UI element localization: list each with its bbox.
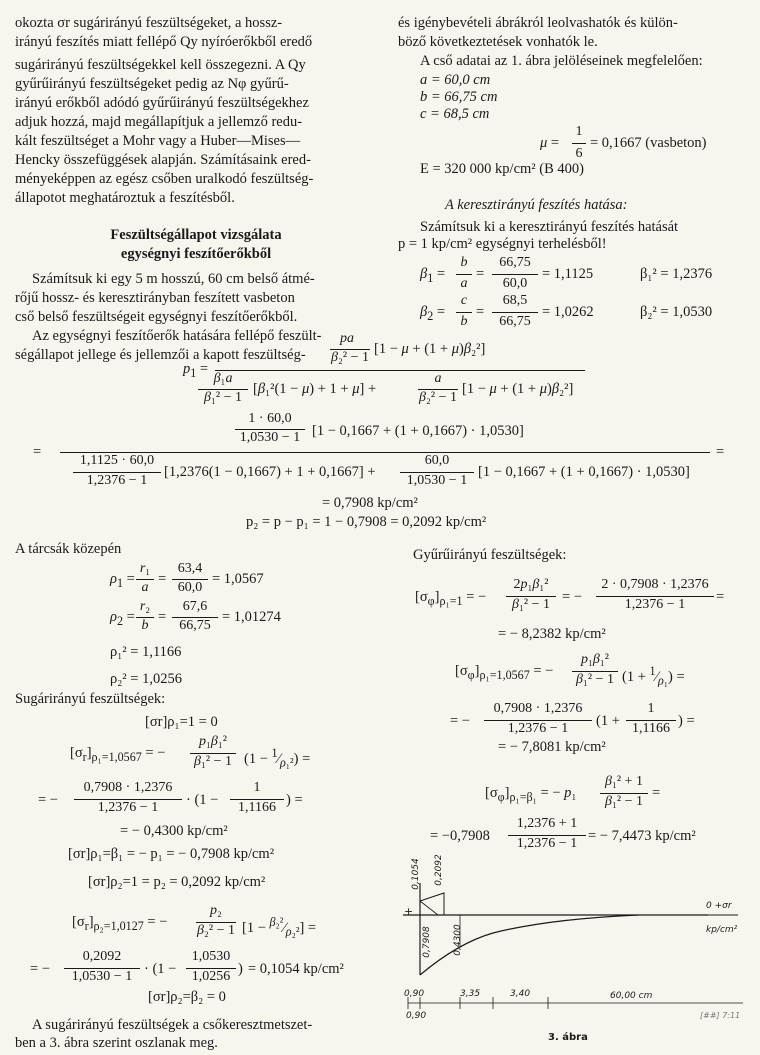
frac-num: 0,2092 [82, 949, 122, 964]
right-para-line: A cső adatai az 1. ábra jelöléseinek megfelelően: [420, 53, 703, 69]
formula-term: [1 − μ + (1 + μ)β₂²] [462, 381, 574, 397]
frac-num: b [460, 255, 468, 270]
frac-num: p₁β₁² [199, 734, 227, 749]
left-para-line: Az egységnyi feszítőerők hatására fellépő feszült- [32, 328, 322, 344]
frac-den: 60,0 [177, 580, 203, 595]
frac-den: 1,0256 [191, 969, 231, 984]
right-para-line: és igénybevételi ábrákról leolvashatók és külön- [398, 15, 678, 31]
frac-den: 1,0530 − 1 [71, 969, 133, 984]
rho1sq: ρ₁² = 1,1166 [110, 644, 182, 660]
frac-num: 67,6 [182, 599, 208, 614]
frac-num: 68,5 [502, 293, 528, 308]
fraction-bar [492, 312, 538, 313]
equals-sign: = − [30, 961, 50, 977]
left-para-line: irányú feszítés miatt fellépő Qy nyíróerőkből eredő [15, 34, 313, 50]
rho2sq: ρ₂² = 1,0256 [110, 671, 182, 687]
frac-num: r₂ [139, 599, 151, 614]
formula-term: = −0,7908 [430, 828, 490, 844]
formula-term: [1 − μ + (1 + μ)β₂²] [374, 341, 486, 357]
frac-den: 1,2376 − 1 [86, 473, 148, 488]
frac-num: β₁a [213, 371, 233, 386]
left-para-line: kált feszültséget a Mohr vagy a Huber—Mises— [15, 133, 301, 149]
sigma-label: $[\sigma_\varphi]_{\rho_1=1}$ = − [415, 589, 487, 608]
fraction-bar [572, 143, 586, 144]
left-para-line: gyűrűirányú feszültségeket pedig az Nφ gyűrű- [15, 76, 289, 92]
dim-label: 60,00 cm [610, 991, 653, 1001]
frac-num: 1 [647, 701, 655, 716]
lower-heading: Gyűrűirányú feszültségek: [413, 547, 567, 563]
beta2-label: $\beta_2$ = [420, 304, 446, 323]
formula-term: (1 + [596, 713, 620, 729]
frac-num: 60,0 [424, 453, 450, 468]
left-para-line: Számítsuk ki egy 5 m hosszú, 60 cm belső átmé- [32, 271, 315, 287]
data-a: a = 60,0 cm [420, 72, 491, 88]
beta1-label: $\beta_1$ = [420, 266, 446, 285]
equals-sign: = [716, 444, 725, 460]
frac-num: 1 [253, 780, 261, 795]
left-para-line: ben a 3. ábra szerint oszlanak meg. [15, 1035, 218, 1051]
formula-term: · (1 − [186, 792, 219, 808]
frac-den: β₁² − 1 [512, 597, 550, 612]
frac-den: b [141, 618, 149, 633]
equals-sign: = [33, 444, 42, 460]
left-para-line: sugárirányú feszültségekkel kell összegezni. A Qy [15, 57, 306, 73]
sigma-eq: [σr]ρ₁=1 = 0 [145, 714, 218, 730]
dim-label: 3,35 [460, 989, 481, 999]
frac-den: β₁² − 1 [605, 794, 643, 809]
frac-den: 66,75 [499, 314, 531, 329]
frac-den: a [141, 580, 149, 595]
frac-den: 1,1166 [238, 800, 276, 815]
equals-sign: = − [450, 713, 470, 729]
p1-result: = 0,7908 kp/cm² [322, 495, 418, 511]
frac-den: 1,1166 [632, 721, 670, 736]
beta2-value: = 1,0262 [542, 304, 594, 320]
sigma-eq: [σr]ρ₁=β₁ = − p₁ = − 0,7908 kp/cm² [68, 846, 275, 862]
equals-sign: = − [562, 589, 582, 605]
left-para-line: cső belső feszültségeit egységnyi feszítőerőkből. [15, 309, 298, 325]
rho1-value: = 1,0567 [212, 571, 264, 587]
sigma-label: $[\sigma_\varphi]_{\rho_1=1,0567}$ = − [455, 663, 554, 682]
dim-label: 0,90 [404, 989, 425, 999]
sigma-result: = − 7,8081 kp/cm² [498, 739, 606, 755]
sigma-result: = − 8,2382 kp/cm² [498, 626, 606, 642]
frac-num: 1,0530 [191, 949, 231, 964]
fraction-bar [456, 274, 472, 275]
figure-3 [398, 855, 753, 1050]
formula-term: ) [238, 961, 243, 977]
hatch [420, 901, 438, 915]
formula-term: [1 − 0,1667 + (1 + 0,1667) · 1,0530] [312, 423, 524, 439]
data-E: E = 320 000 kp/cm² (B 400) [420, 161, 584, 177]
mu-num: 1 [575, 124, 583, 139]
left-para-line: adjuk hozzá, majd megállapítjuk a jellemző redu- [15, 114, 303, 130]
p1-symbol: $p_1$ = [183, 361, 209, 380]
frac-den: b [460, 314, 468, 329]
sigma-label: $[\sigma_\varphi]_{\rho_1=\beta_1}$ = − p₁ [485, 785, 577, 804]
mu-label: μ = [540, 135, 560, 151]
frac-num: 2 · 0,7908 · 1,2376 [601, 577, 709, 592]
right-para-line: böző következtetések vonhatók le. [398, 34, 598, 50]
frac-den: 1,0530 − 1 [239, 430, 301, 445]
sigma-eq: [σr]ρ₂=1 = p₂ = 0,2092 kp/cm² [88, 874, 266, 890]
frac-den: β₂² − 1 [331, 350, 369, 365]
sigma-result: = − 0,4300 kp/cm² [120, 823, 228, 839]
frac-den: 66,75 [179, 618, 211, 633]
fraction-bar [456, 312, 472, 313]
left-para-line: ségállapot jellege és jellemzői a kapott feszültség- [15, 347, 306, 363]
frac-num: β₁² + 1 [605, 774, 643, 789]
label-value: 0,2092 [433, 854, 444, 886]
formula-term: [1 − 0,1667 + (1 + 0,1667) · 1,0530] [478, 464, 690, 480]
frac-num: 1,2376 + 1 [516, 816, 578, 831]
plus-sign: + [404, 905, 414, 918]
frac-num: 2p₁β₁² [513, 577, 549, 592]
sigma-result: = 0,1054 kp/cm² [248, 961, 344, 977]
main-fraction-bar [215, 370, 585, 371]
fraction-bar [492, 274, 538, 275]
equals-sign: = [652, 785, 661, 801]
lower-heading: Sugárirányú feszültségek: [15, 691, 166, 707]
frac-den: a [460, 276, 468, 291]
rho2-value: = 1,01274 [222, 609, 281, 625]
rho2-label: $\rho_2$ = [110, 609, 135, 628]
beta2sq-value: β₂² = 1,0530 [640, 304, 713, 320]
rho1-label: $\rho_1$ = [110, 571, 135, 590]
frac-den: β₂² − 1 [419, 390, 457, 405]
dim-label: 3,40 [510, 989, 531, 999]
formula-term: ) = [286, 792, 303, 808]
mu-den: 6 [575, 146, 583, 161]
frac-den: 1,0530 − 1 [406, 473, 468, 488]
figure-caption: 3. ábra [548, 1032, 588, 1043]
left-para-line: okozta σr sugárirányú feszültségeket, a hossz- [15, 15, 283, 31]
formula-term: [1,2376(1 − 0,1667) + 1 + 0,1667] + [164, 464, 376, 480]
formula-term: $(1 - ^1⁄_{\rho_1^2})$ = [244, 746, 311, 770]
section-heading: Feszültségállapot vizsgálata [110, 227, 282, 243]
frac-den: β₂² − 1 [197, 923, 235, 938]
corner-mark: [##] 7:11 [700, 1011, 741, 1020]
frac-den: 1,2376 − 1 [516, 836, 578, 851]
left-para-line: A sugárirányú feszültségek a csőkeresztmetszet- [32, 1017, 313, 1033]
left-para-line: ményeképpen az egész csőben uralkodó feszültség- [15, 171, 314, 187]
frac-den: 1,2376 − 1 [97, 800, 159, 815]
sigma-label: $[\sigma_r]_{\rho_2=1,0127}$ = − [72, 914, 168, 933]
sigma-result: = − 7,4473 kp/cm² [588, 828, 696, 844]
frac-num: pa [340, 331, 354, 346]
beta1sq-value: β₁² = 1,2376 [640, 266, 713, 282]
section-heading: egységnyi feszítőerőkből [120, 246, 272, 262]
frac-num: a [434, 371, 442, 386]
formula-term: [β₁²(1 − μ) + 1 + μ] + [253, 381, 377, 397]
label-value: 0,7908 [421, 926, 432, 958]
left-para-line: Hencky összefüggések alapján. Számításaink ered- [15, 152, 311, 168]
frac-num: 66,75 [499, 255, 531, 270]
data-b: b = 66,75 cm [420, 89, 498, 105]
sigma-label: $[\sigma_r]_{\rho_1=1,0567}$ = − [70, 745, 166, 764]
frac-den: 1,2376 − 1 [507, 721, 569, 736]
frac-num: c [460, 293, 468, 308]
left-para-line: irányú erőkből adódó gyűrűirányú feszültségekhez [15, 95, 309, 111]
frac-num: 0,7908 · 1,2376 [493, 701, 583, 716]
equals-sign: = − [38, 792, 58, 808]
p2-result: p₂ = p − p₁ = 1 − 0,7908 = 0,2092 kp/cm² [246, 514, 487, 530]
data-c: c = 68,5 cm [420, 106, 490, 122]
frac-num: 1 · 60,0 [248, 411, 292, 426]
formula-term: · (1 − [144, 961, 177, 977]
sigma-eq: [σr]ρ₂=β₂ = 0 [148, 989, 226, 1005]
dim-label: 0,90 [406, 1011, 427, 1021]
left-para-line: rőjű hossz- és keresztirányban feszített vasbeton [15, 290, 295, 306]
label-value: 0,4300 [452, 924, 463, 956]
equals-sign: = [716, 589, 725, 605]
frac-den: β₁² − 1 [204, 390, 242, 405]
frac-num: 1,1125 · 60,0 [79, 453, 155, 468]
lower-heading: A tárcsák közepén [15, 541, 122, 557]
formula-term: ) = [678, 713, 695, 729]
frac-num: p₁β₁² [581, 652, 609, 667]
frac-den: 1,2376 − 1 [624, 597, 686, 612]
frac-num: 63,4 [177, 561, 203, 576]
page: okozta σr sugárirányú feszültségeket, a hossz- irányú feszítés miatt fellépő Qy nyíróerőkből eredő sugárirányú feszültségekkel kell összegezni. A Qy gyűrűirányú feszültségeket pedig az Nφ gyűrű- irányú erőkből adódó gyűrűirányú feszültségekhez adjuk hozzá, majd megállapítjuk a jellemző redu- kált feszültséget a Mohr vagy a Huber—Mises— Hencky összefüggések alapján. Számításaink ered- ményeképpen az egész csőben uralkodó feszültség- állapotot meghatároztuk a feszítésből. Feszültségállapot vizsgálata egységnyi feszítőerőkből Számítsuk ki egy 5 m hosszú, 60 cm belső átmé- rőjű hossz- és keresztirányban feszített vasbeton cső belső feszültségeit egységnyi feszítőerőkből. Az egységnyi feszítőerők hatására fellépő feszült- ségállapot jellege és jellemzői a kapott feszültség- és igénybevételi ábrákról leolvashatók és külön- böző következtetések vonhatók le. A cső adatai az 1. ábra jelöléseinek megfelelően: a = 60,0 cm b = 66,75 cm c = 68,5 cm μ = 1 6 = 0,1667 (vasbeton) E = 320 000 kp/cm² (B 400) A keresztirányú feszítés hatása: Számítsuk ki a keresztirányú feszítés hatását p = 1 kp/cm² egységnyi terhelésből! $\beta_1$ = b a = 66,75 60,0 = 1,1125 β₁² = 1,2376 $\beta_2$ = c b = 68,5 66,75 = 1,0262 β₂² = 1,0530 $p_1$ = pa β₂² − 1 [1 − μ + (1 + μ)β₂²] β₁a β₁² − 1 [β₁²(1 − μ) + 1 + μ] + a β₂² − 1 [1 − μ + (1 + μ)β₂²] 1 · 60,0 1,0530 − 1 [1 − 0,1667 + (1 + 0,1667) · 1,0530] = = 1,1125 · 60,0 1,2376 − 1 [1,2376(1 − 0,1667) + 1 + 0,1667] + 60,0 1,0530 − 1 [1 − 0,1667 + (1 + 0,1667) · 1,0530] = 0,7908 kp/cm² p₂ = p − p₁ = 1 − 0,7908 = 0,2092 kp/cm² A tárcsák közepén $\rho_1$ = r₁ a = 63,4 60,0 = 1,0567 $\rho_2$ = r₂ b = 67,6 66,75 = 1,01274 ρ₁² = 1,1166 ρ₂² = 1,0256 Sugárirányú feszültségek: [σr]ρ₁=1 = 0 $[\sigma_r]_{\rho_1=1,0567}$ = − p₁β₁² β₁² − 1 $(1 - ^1⁄_{\rho_1^2})$ = = − 0,7908 · 1,2376 1,2376 − 1 · (1 − 1 1,1166 ) = = − 0,4300 kp/cm² [σr]ρ₁=β₁ = − p₁ = − 0,7908 kp/cm² [σr]ρ₂=1 = p₂ = 0,2092 kp/cm² $[\sigma_r]_{\rho_2=1,0127}$ = − p₂ β₂² − 1 $[1 - ^{\beta_2^2}⁄_{\rho_2^2}]$ = = − 0,2092 1,0530 − 1 · (1 − 1,0530 1,0256 ) = 0,1054 kp/cm² [σr]ρ₂=β₂ = 0 A sugárirányú feszültségek a csőkeresztmetszet- ben a 3. ábra szerint oszlanak meg. Gyűrűirányú feszültségek: $[\sigma_\varphi]_{\rho_1=1}$ = − 2p₁β₁² β₁² − 1 = − 2 · 0,7908 · 1,2376 1,2376 − 1 = = − 8,2382 kp/cm² $[\sigma_\varphi]_{\rho_1=1,0567}$ = − p₁β₁² β₁² − 1 $(1 + ^1⁄_{\rho_1})$ = = − 0,7908 · 1,2376 1,2376 − 1 (1 + 1 1,1166 ) = = − 7,8081 kp/cm² $[\sigma_\varphi]_{\rho_1=\beta_1}$ = − p₁ β₁² + 1 β₁² − 1 = = −0,7908 1,2376 + 1 1,2376 − 1 = − 7,4473 kp/cm² + 0,1054 0,2092 0,7908 0,4300 0 +σr kp/cm² 0,90 3,35 3,40 60,00 cm 0,90 [##] 7:11 3. ábra [0, 0, 760, 1055]
frac-num: p₂ [210, 903, 222, 918]
beta1-value: = 1,1125 [542, 266, 594, 282]
frac-num: 0,7908 · 1,2376 [83, 780, 173, 795]
frac-den: β₁² − 1 [576, 672, 614, 687]
right-para-line: p = 1 kp/cm² egységnyi terhelésből! [398, 236, 607, 252]
subheading: A keresztirányú feszítés hatása: [445, 197, 628, 213]
formula-term: $(1 + ^1⁄_{\rho_1})$ = [622, 664, 685, 688]
frac-den: 60,0 [502, 276, 528, 291]
left-para-line: állapotot meghatároztuk a feszítésből. [15, 190, 235, 206]
right-para-line: Számítsuk ki a keresztirányú feszítés hatását [420, 219, 679, 235]
formula-term: $[1 - ^{\beta_2^2}⁄_{\rho_2^2}]$ = [242, 915, 317, 939]
label-value: 0,1054 [410, 858, 421, 890]
axis-label: 0 +σr [706, 901, 732, 911]
stress-diagram [398, 855, 753, 1050]
frac-num: r₁ [139, 561, 151, 576]
mu-value: = 0,1667 (vasbeton) [590, 135, 707, 151]
frac-den: β₁² − 1 [194, 754, 232, 769]
unit-label: kp/cm² [706, 925, 738, 935]
